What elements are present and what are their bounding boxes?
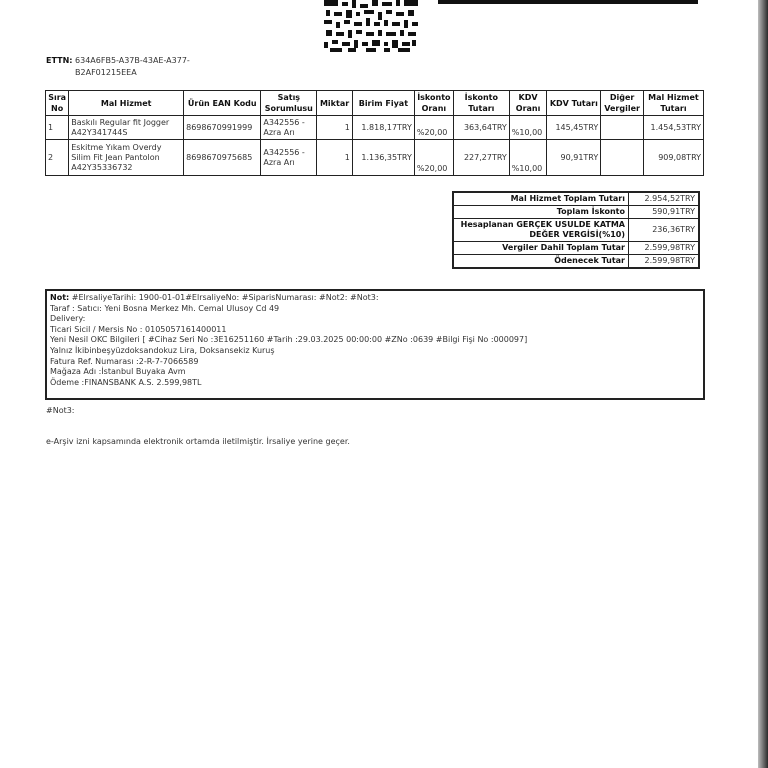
notes-line: Yeni Nesil OKC Bilgileri [ #Cihaz Seri No :3E16251160 #Tarih :29.03.2025 00:00:00 #ZNo :0639 #Bilgi Fişi No :000097]	[50, 335, 528, 345]
ettn-label: ETTN:	[46, 56, 73, 65]
cell-item: Eskitme Yıkam Overdy Silim Fit Jean Pantolon A42Y35336732	[69, 140, 184, 176]
cell-sales: A342556 - Azra Arı	[261, 116, 317, 140]
cell-qty: 1	[317, 140, 353, 176]
totals-label: Hesaplanan GERÇEK USULDE KATMA DEĞER VERGİSİ(%10)	[453, 219, 629, 242]
header-rule	[438, 0, 698, 4]
notes-first-line	[50, 293, 700, 304]
cell-item: Baskılı Regular fit Jogger A42Y341744S	[69, 116, 184, 140]
cell-disc-amount: 363,64TRY	[453, 116, 509, 140]
notes-line: #ElrsaliyeTarihi: 1900-01-01#ElrsaliyeNo: #SiparisNumarası: #Not2: #Not3:	[71, 293, 379, 302]
col-header: Birim Fiyat	[352, 91, 414, 116]
ettn-block	[46, 55, 215, 79]
notes-box	[45, 289, 705, 400]
table-header-row	[46, 91, 704, 116]
totals-table	[452, 191, 700, 269]
totals-value: 2.954,52TRY	[629, 192, 700, 206]
qr-code	[322, 0, 420, 52]
totals-label: Toplam İskonto	[453, 206, 629, 219]
cell-ean: 8698670975685	[184, 140, 261, 176]
cell-other-taxes	[601, 116, 644, 140]
cell-disc-amount: 227,27TRY	[453, 140, 509, 176]
cell-no: 2	[46, 140, 69, 176]
totals-row	[453, 206, 699, 219]
totals-label: Ödenecek Tutar	[453, 255, 629, 269]
cell-unit-price: 1.818,17TRY	[352, 116, 414, 140]
notes-line: Taraf : Satıcı: Yeni Bosna Merkez Mh. Cemal Ulusoy Cd 49	[50, 303, 280, 313]
cell-total: 909,08TRY	[643, 140, 703, 176]
notes-line: Delivery:	[50, 314, 86, 324]
qr-code-image	[322, 0, 420, 52]
totals-label: Vergiler Dahil Toplam Tutar	[453, 242, 629, 255]
col-header: KDV Tutarı	[547, 91, 601, 116]
totals-label: Mal Hizmet Toplam Tutarı	[453, 192, 629, 206]
totals-value: 2.599,98TRY	[629, 255, 700, 269]
col-header: Satış Sorumlusu	[261, 91, 317, 116]
cell-sales: A342556 - Azra Arı	[261, 140, 317, 176]
col-header: Miktar	[317, 91, 353, 116]
cell-vat-amount: 90,91TRY	[547, 140, 601, 176]
notes-line: Fatura Ref. Numarası :2-R-7-7066589	[50, 356, 199, 366]
col-header: Mal Hizmet Tutarı	[643, 91, 703, 116]
notes-line: Mağaza Adı :İstanbul Buyaka Avm	[50, 367, 186, 377]
totals-value: 590,91TRY	[629, 206, 700, 219]
cell-disc-rate: %20,00	[414, 140, 453, 176]
totals-value: 2.599,98TRY	[629, 242, 700, 255]
cell-vat-amount: 145,45TRY	[547, 116, 601, 140]
notes-label: Not:	[50, 293, 70, 302]
notes-line: Yalnız İkibinbeşyüzdoksandokuz Lira, Doksansekiz Kuruş	[50, 345, 275, 355]
cell-total: 1.454,53TRY	[643, 116, 703, 140]
cell-no: 1	[46, 116, 69, 140]
col-header: Diğer Vergiler	[601, 91, 644, 116]
invoice-items-table	[45, 90, 704, 176]
notes-line: Ödeme :FINANSBANK A.S. 2.599,98TL	[50, 377, 202, 387]
not3-text: #Not3:	[46, 406, 75, 415]
col-header: İskonto Oranı	[414, 91, 453, 116]
ettn-value: 634A6FB5-A37B-43AE-A377-B2AF01215EEA	[75, 56, 190, 77]
totals-value: 236,36TRY	[629, 219, 700, 242]
notes-line: Ticari Sicil / Mersis No : 0105057161400011	[50, 324, 227, 334]
col-header: KDV Oranı	[509, 91, 547, 116]
totals-row	[453, 242, 699, 255]
col-header: Sıra No	[46, 91, 69, 116]
cell-vat-rate: %10,00	[509, 116, 547, 140]
table-row	[46, 116, 704, 140]
page-edge-shadow	[758, 0, 768, 768]
col-header: Mal Hizmet	[69, 91, 184, 116]
col-header: Ürün EAN Kodu	[184, 91, 261, 116]
cell-unit-price: 1.136,35TRY	[352, 140, 414, 176]
cell-disc-rate: %20,00	[414, 116, 453, 140]
col-header: İskonto Tutarı	[453, 91, 509, 116]
cell-vat-rate: %10,00	[509, 140, 547, 176]
totals-row	[453, 219, 699, 242]
table-row	[46, 140, 704, 176]
earsiv-notice: e-Arşiv izni kapsamında elektronik ortamda iletilmiştir. İrsaliye yerine geçer.	[46, 437, 350, 446]
cell-ean: 8698670991999	[184, 116, 261, 140]
totals-row	[453, 255, 699, 269]
cell-other-taxes	[601, 140, 644, 176]
totals-row	[453, 192, 699, 206]
cell-qty: 1	[317, 116, 353, 140]
